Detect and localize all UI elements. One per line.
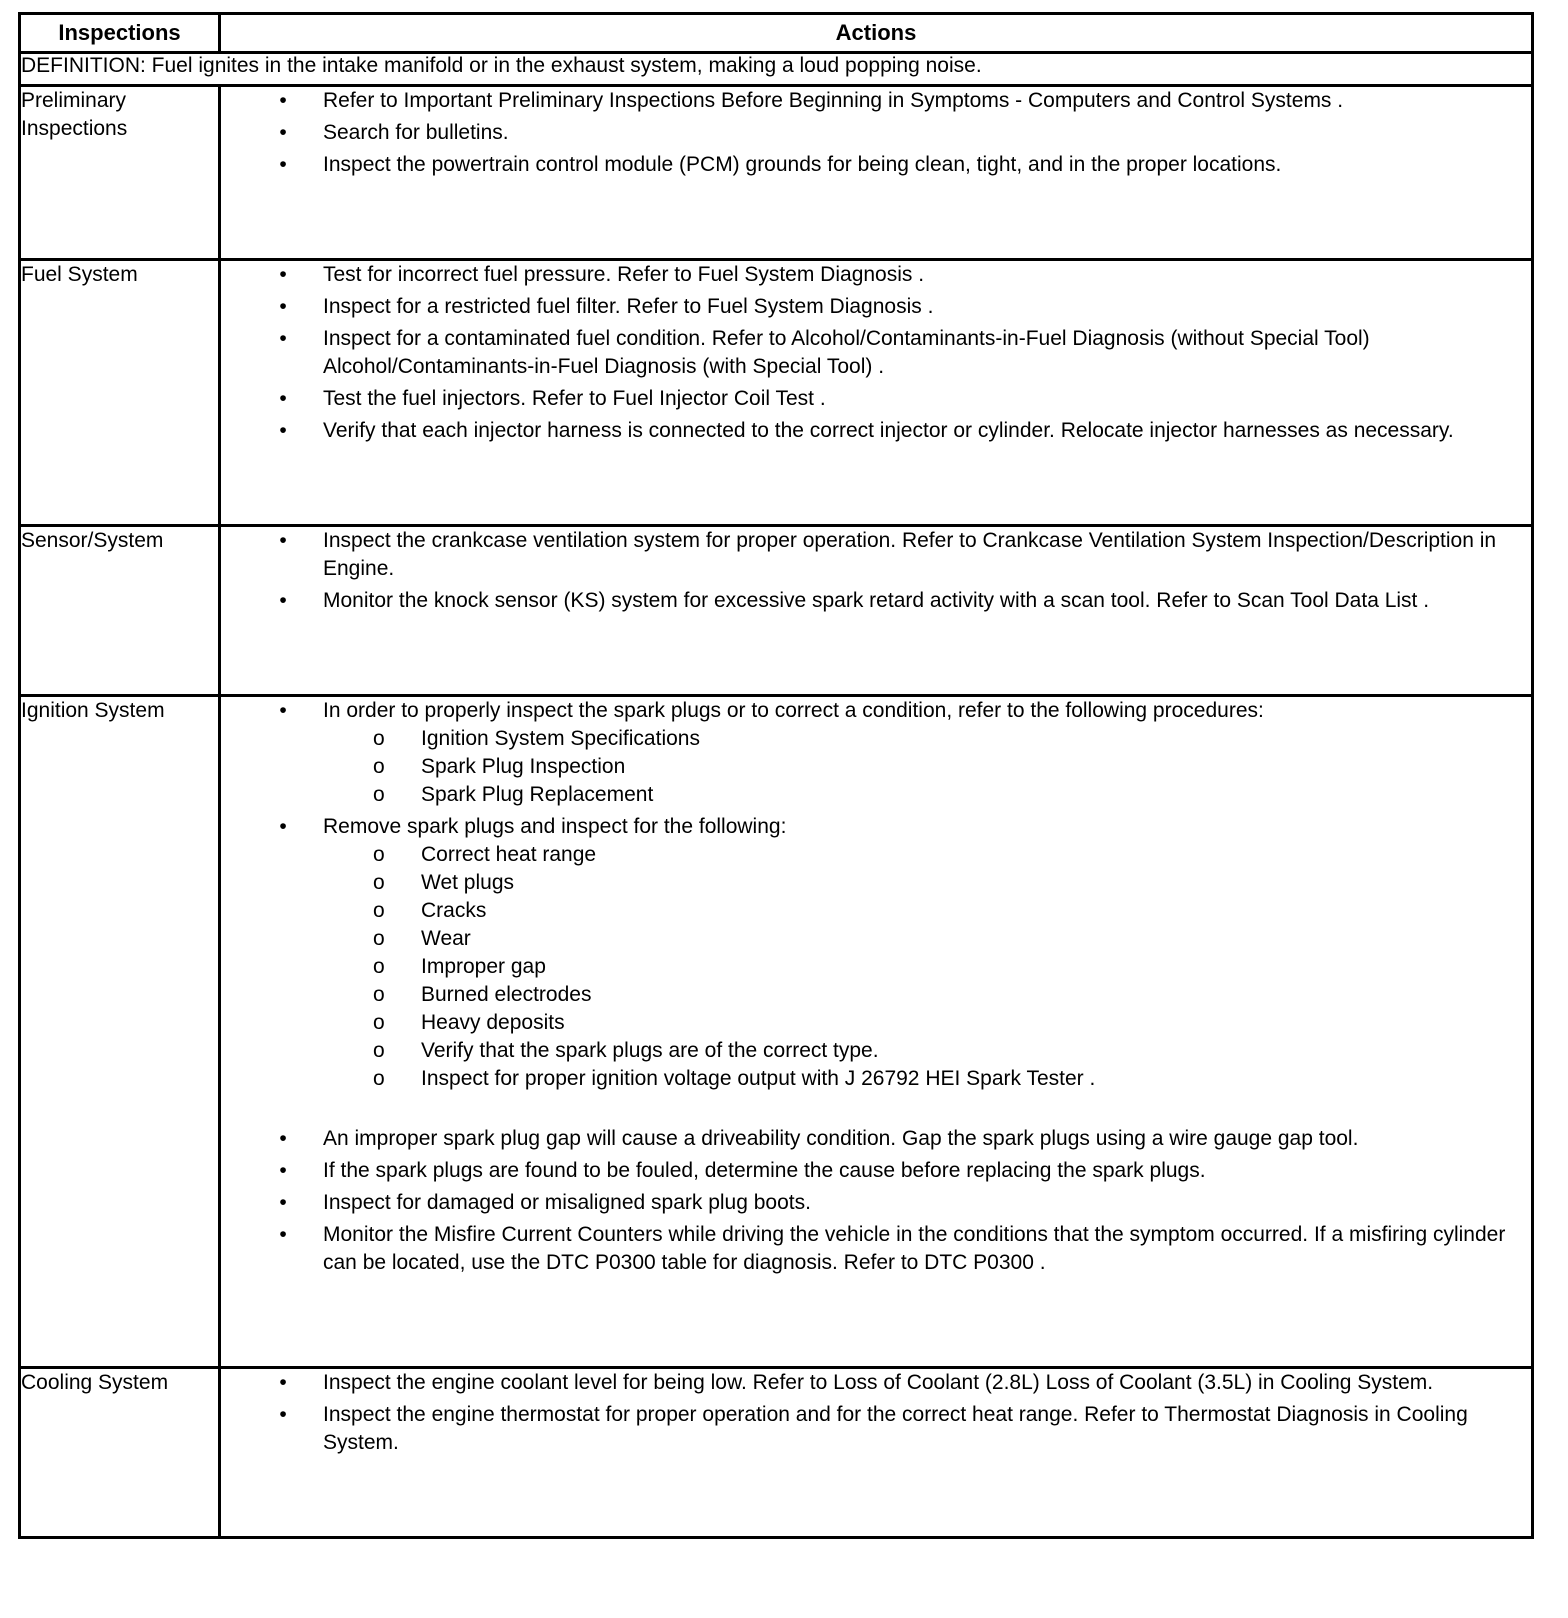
inspections-header: Inspections [20,14,220,53]
action-text: Inspect for a contaminated fuel condition. Refer to Alcohol/Contaminants-in-Fuel Diagnosis (without Special Tool) Alcohol/Contaminants-in-Fuel Diagnosis (with Special Tool) . [323,327,1370,378]
actions-cell [220,260,1533,526]
action-text: Inspect the engine coolant level for being low. Refer to Loss of Coolant (2.8L) Loss of Coolant (3.5L) in Cooling System. [323,1371,1434,1394]
action-item [221,87,1531,115]
diagnostic-table [18,12,1534,1539]
bullet-icon: • [279,295,287,318]
sub-item-text: Wet plugs [421,871,514,894]
action-list [221,261,1531,445]
sub-item-text: Spark Plug Inspection [421,755,626,778]
action-text: Inspect for damaged or misaligned spark plug boots. [323,1191,811,1214]
sub-bullet-icon: o [373,1067,385,1090]
sub-bullet-icon: o [373,755,385,778]
sub-item [323,953,1531,981]
table-row [20,86,1533,260]
bullet-icon: • [279,1371,287,1394]
sub-bullet-icon: o [373,871,385,894]
action-text: Inspect the powertrain control module (PCM) grounds for being clean, tight, and in the proper locations. [323,153,1282,176]
action-text: Search for bulletins. [323,121,509,144]
sub-bullet-icon: o [373,1039,385,1062]
sub-bullet-icon: o [373,783,385,806]
table-body [20,86,1533,1538]
sub-item [323,753,1531,781]
sub-bullet-icon: o [373,727,385,750]
sub-item [323,1009,1531,1037]
definition-row [20,53,1533,86]
actions-cell [220,1368,1533,1538]
action-item [221,261,1531,289]
sub-bullet-icon: o [373,983,385,1006]
sub-bullet-icon: o [373,955,385,978]
sub-item-text: Improper gap [421,955,546,978]
inspection-label: Fuel System [20,260,220,526]
spacer [323,1093,1531,1121]
action-text: Test the fuel injectors. Refer to Fuel Injector Coil Test . [323,387,826,410]
action-item [221,527,1531,583]
bullet-icon: • [279,419,287,442]
action-text: Test for incorrect fuel pressure. Refer to Fuel System Diagnosis . [323,263,925,286]
action-item [221,1369,1531,1397]
sub-bullet-icon: o [373,1011,385,1034]
bullet-icon: • [279,153,287,176]
action-item [221,293,1531,321]
sub-list [323,841,1531,1093]
inspection-label: Preliminary Inspections [20,86,220,260]
table-row [20,260,1533,526]
bullet-icon: • [279,529,287,552]
sub-item-text: Spark Plug Replacement [421,783,654,806]
sub-item-text: Correct heat range [421,843,597,866]
sub-list [323,725,1531,809]
action-text: Monitor the Misfire Current Counters while driving the vehicle in the conditions that the symptom occurred. If a misfiring cylinder can be located, use the DTC P0300 table for diagnosis. Refer to DTC P0300 . [323,1223,1506,1274]
action-item [221,1401,1531,1457]
table-row [20,1368,1533,1538]
bullet-icon: • [279,1191,287,1214]
definition-text: DEFINITION: Fuel ignites in the intake manifold or in the exhaust system, making a loud popping noise. [20,53,1533,86]
sub-item [323,1065,1531,1093]
actions-cell [220,86,1533,260]
sub-bullet-icon: o [373,899,385,922]
action-text: An improper spark plug gap will cause a driveability condition. Gap the spark plugs using a wire gauge gap tool. [323,1127,1359,1150]
action-text: If the spark plugs are found to be fouled, determine the cause before replacing the spark plugs. [323,1159,1206,1182]
bullet-icon: • [279,1223,287,1246]
sub-item [323,781,1531,809]
action-list [221,527,1531,615]
sub-item-text: Burned electrodes [421,983,592,1006]
header-row [20,14,1533,53]
action-item [221,119,1531,147]
action-text: Inspect the engine thermostat for proper operation and for the correct heat range. Refer to Thermostat Diagnosis in Cooling System. [323,1403,1468,1454]
sub-item [323,1037,1531,1065]
sub-item [323,981,1531,1009]
action-list [221,697,1531,1277]
bullet-icon: • [279,699,287,722]
action-item [221,417,1531,445]
bullet-icon: • [279,327,287,350]
actions-header: Actions [220,14,1533,53]
action-item [221,385,1531,413]
action-item [221,1157,1531,1185]
action-text: Remove spark plugs and inspect for the following: [323,815,787,838]
bullet-icon: • [279,815,287,838]
actions-cell [220,526,1533,696]
sub-item-text: Heavy deposits [421,1011,565,1034]
sub-item-text: Verify that the spark plugs are of the correct type. [421,1039,879,1062]
action-list [221,1369,1531,1457]
bullet-icon: • [279,387,287,410]
inspection-label: Ignition System [20,696,220,1368]
action-text: Inspect the crankcase ventilation system for proper operation. Refer to Crankcase Ventilation System Inspection/Description in Engine. [323,529,1497,580]
action-item [221,1125,1531,1153]
sub-item [323,841,1531,869]
sub-bullet-icon: o [373,927,385,950]
bullet-icon: • [279,1403,287,1426]
table-row [20,526,1533,696]
action-text: Refer to Important Preliminary Inspections Before Beginning in Symptoms - Computers and Control Systems . [323,89,1344,112]
table-row [20,696,1533,1368]
sub-item-text: Ignition System Specifications [421,727,700,750]
action-text: In order to properly inspect the spark plugs or to correct a condition, refer to the following procedures: [323,699,1264,722]
action-text: Monitor the knock sensor (KS) system for excessive spark retard activity with a scan tool. Refer to Scan Tool Data List . [323,589,1430,612]
action-item [221,1189,1531,1217]
bullet-icon: • [279,589,287,612]
sub-item-text: Inspect for proper ignition voltage output with J 26792 HEI Spark Tester . [421,1067,1096,1090]
sub-item-text: Cracks [421,899,487,922]
bullet-icon: • [279,121,287,144]
sub-item [323,725,1531,753]
sub-bullet-icon: o [373,843,385,866]
sub-item [323,897,1531,925]
bullet-icon: • [279,1159,287,1182]
inspection-label: Cooling System [20,1368,220,1538]
actions-cell [220,696,1533,1368]
sub-item [323,869,1531,897]
action-item [221,697,1531,809]
bullet-icon: • [279,263,287,286]
sub-item [323,925,1531,953]
action-list [221,87,1531,179]
inspection-label: Sensor/System [20,526,220,696]
bullet-icon: • [279,1127,287,1150]
action-item [221,813,1531,1121]
action-text: Inspect for a restricted fuel filter. Refer to Fuel System Diagnosis . [323,295,934,318]
action-item [221,1221,1531,1277]
action-item [221,151,1531,179]
action-item [221,325,1531,381]
sub-item-text: Wear [421,927,471,950]
action-item [221,587,1531,615]
action-text: Verify that each injector harness is connected to the correct injector or cylinder. Relocate injector harnesses as necessary. [323,419,1454,442]
bullet-icon: • [279,89,287,112]
